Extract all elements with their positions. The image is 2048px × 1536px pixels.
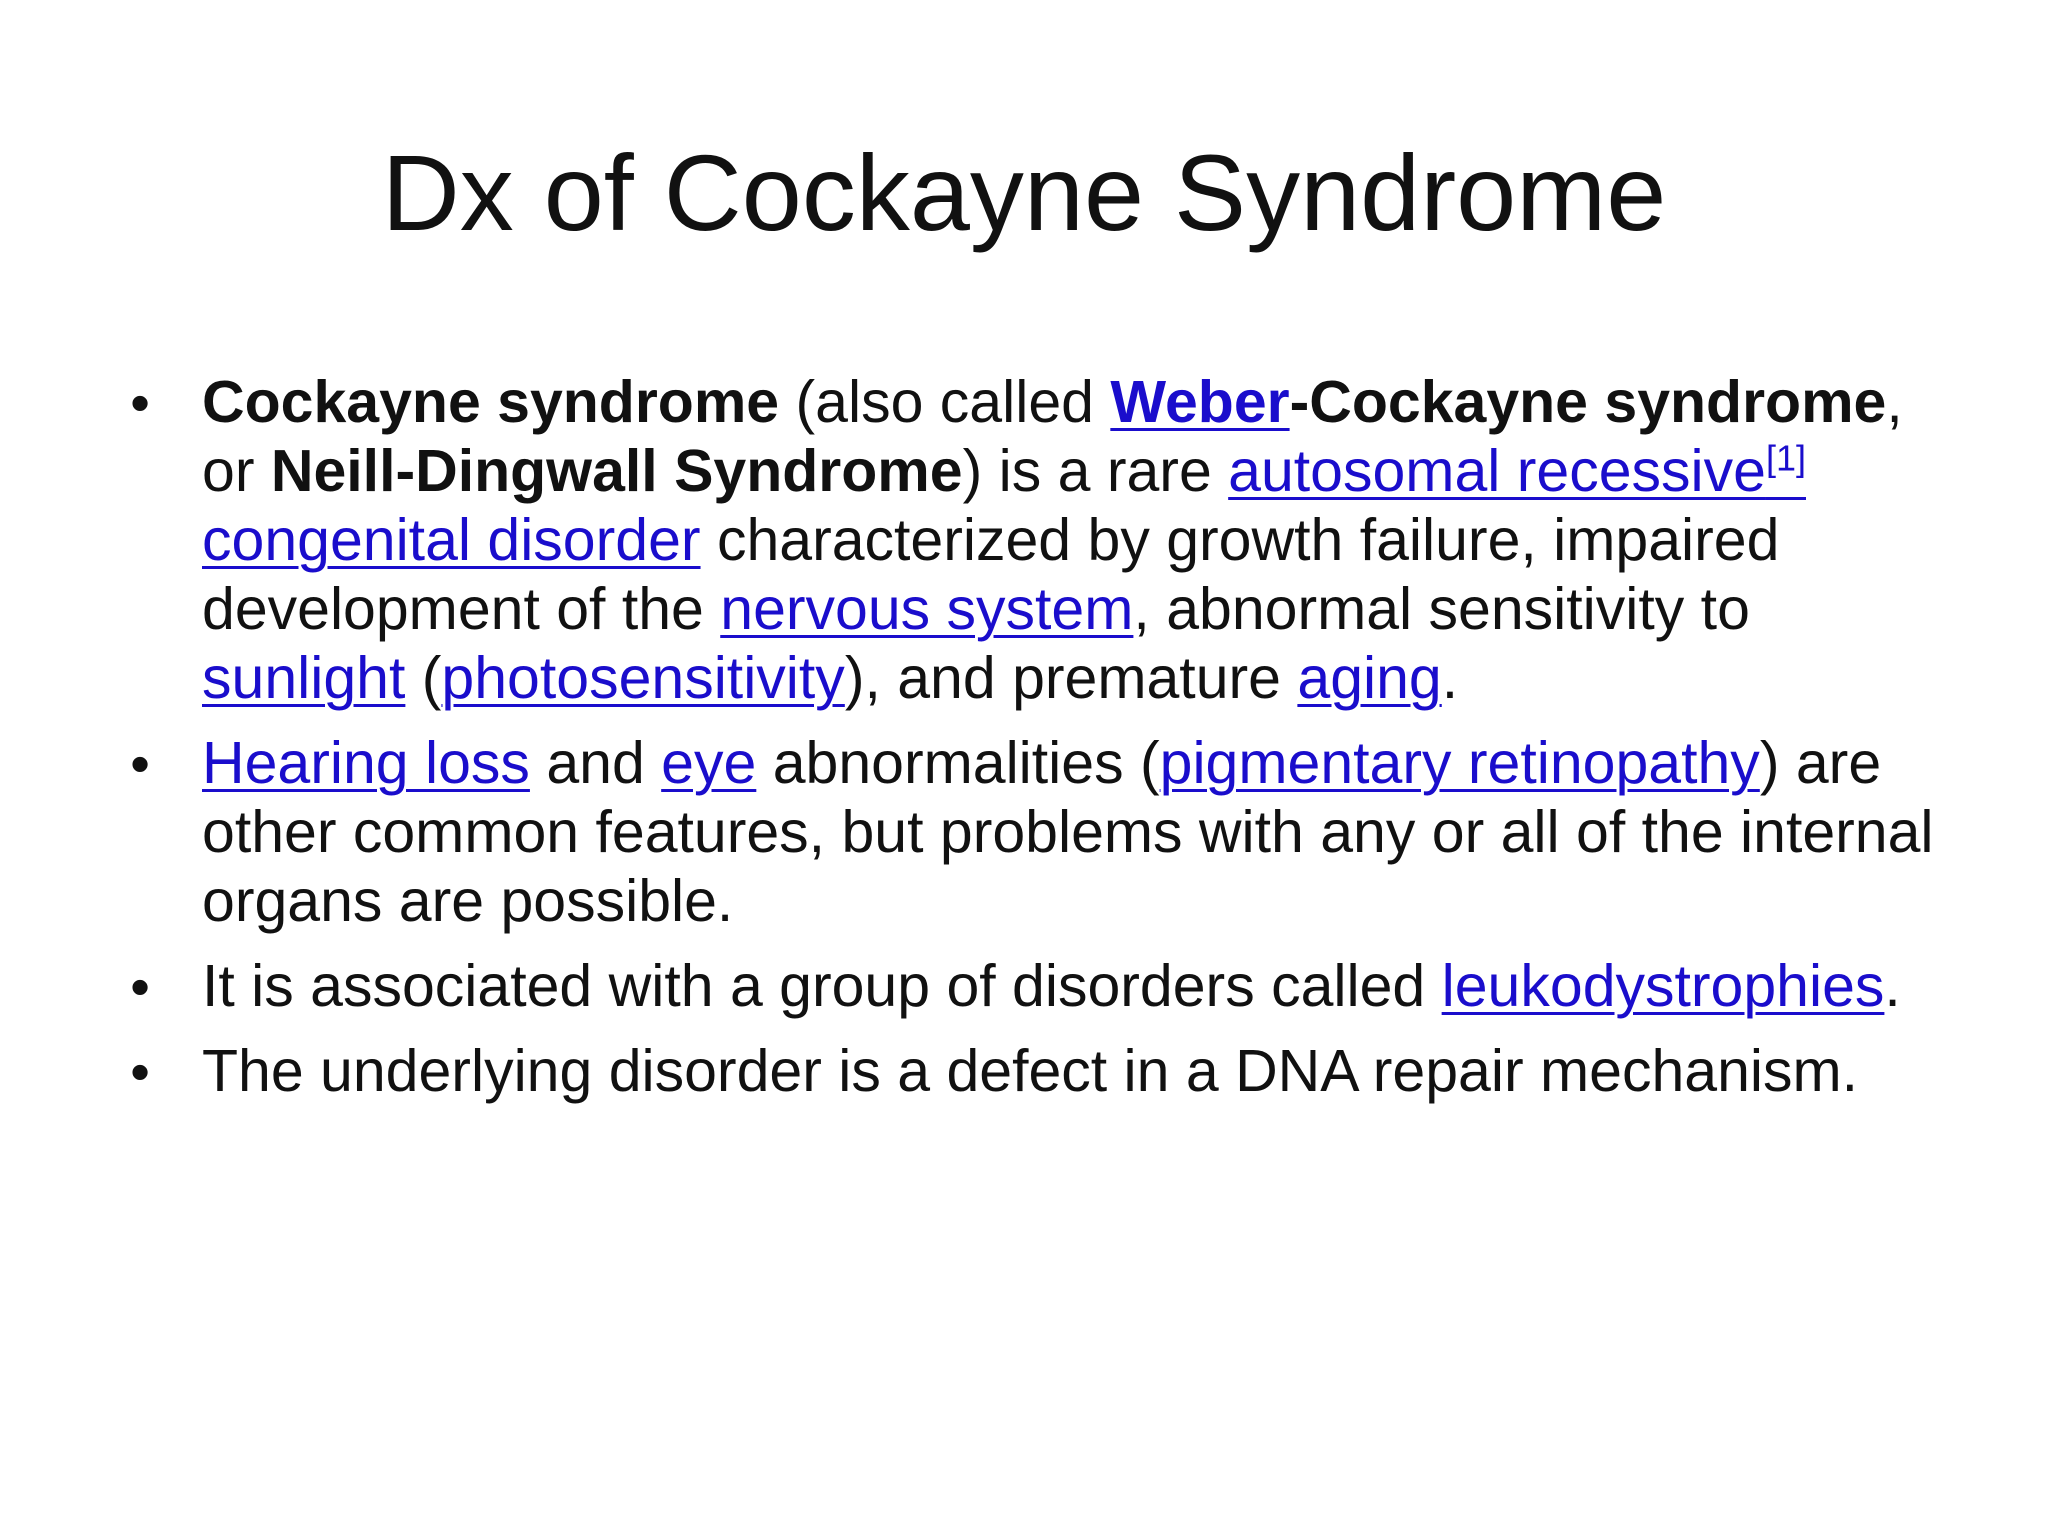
text-segment: , or: [202, 369, 1903, 504]
bullet-list: [120, 368, 1960, 1122]
text-segment: (: [405, 645, 442, 711]
link-sunlight[interactable]: sunlight: [202, 645, 406, 711]
term-cockayne-syndrome: Cockayne syndrome: [202, 369, 780, 435]
link-nervous-system[interactable]: nervous system: [720, 576, 1134, 642]
text-segment: ) are other common features, but problems with any or all of the internal organs are possible.: [202, 730, 1934, 934]
bullet-item-cockayne-definition: [120, 368, 1960, 713]
text-segment: It is associated with a group of disorders called: [202, 953, 1442, 1019]
term-neill-dingwall-syndrome: Neill-Dingwall Syndrome: [270, 438, 963, 504]
bullet-item-leukodystrophies: [120, 952, 1960, 1021]
link-autosomal-recessive-label: autosomal recessive: [1228, 438, 1766, 504]
bullet-item-dna-repair: [120, 1037, 1960, 1106]
link-photosensitivity[interactable]: photosensitivity: [441, 645, 845, 711]
link-eye[interactable]: eye: [661, 730, 757, 796]
text-segment: ) is a rare: [962, 438, 1229, 504]
link-hearing-loss[interactable]: Hearing loss: [202, 730, 530, 796]
bullet-dot: •: [130, 955, 150, 1018]
bullet-dot: •: [130, 732, 150, 795]
text-segment: abnormalities (: [756, 730, 1160, 796]
text-segment: characterized by growth failure, impaired development of the: [202, 507, 1780, 642]
text-segment: , abnormal sensitivity to: [1133, 576, 1750, 642]
bullet-dot: •: [130, 1040, 150, 1103]
text-segment: ), and premature: [844, 645, 1298, 711]
bullet-dot: •: [130, 371, 150, 434]
citation-1: [1]: [1765, 437, 1806, 479]
term-weber-cockayne-syndrome: -Cockayne syndrome: [1289, 369, 1887, 435]
text-segment: The underlying disorder is a defect in a DNA repair mechanism.: [202, 1038, 1859, 1104]
link-pigmentary-retinopathy[interactable]: pigmentary retinopathy: [1159, 730, 1760, 796]
text-segment: .: [1884, 953, 1901, 1019]
bullet-item-hearing-eye: [120, 729, 1960, 936]
link-congenital-disorder[interactable]: congenital disorder: [202, 507, 701, 573]
link-autosomal-recessive[interactable]: [1228, 438, 1806, 504]
link-leukodystrophies[interactable]: leukodystrophies: [1441, 953, 1885, 1019]
slide-title: Dx of Cockayne Syndrome: [381, 132, 1667, 253]
link-weber[interactable]: Weber: [1110, 369, 1290, 435]
text-segment: (also called: [779, 369, 1111, 435]
text-segment: .: [1441, 645, 1459, 711]
link-aging[interactable]: aging: [1297, 645, 1442, 711]
text-segment: and: [529, 730, 662, 796]
